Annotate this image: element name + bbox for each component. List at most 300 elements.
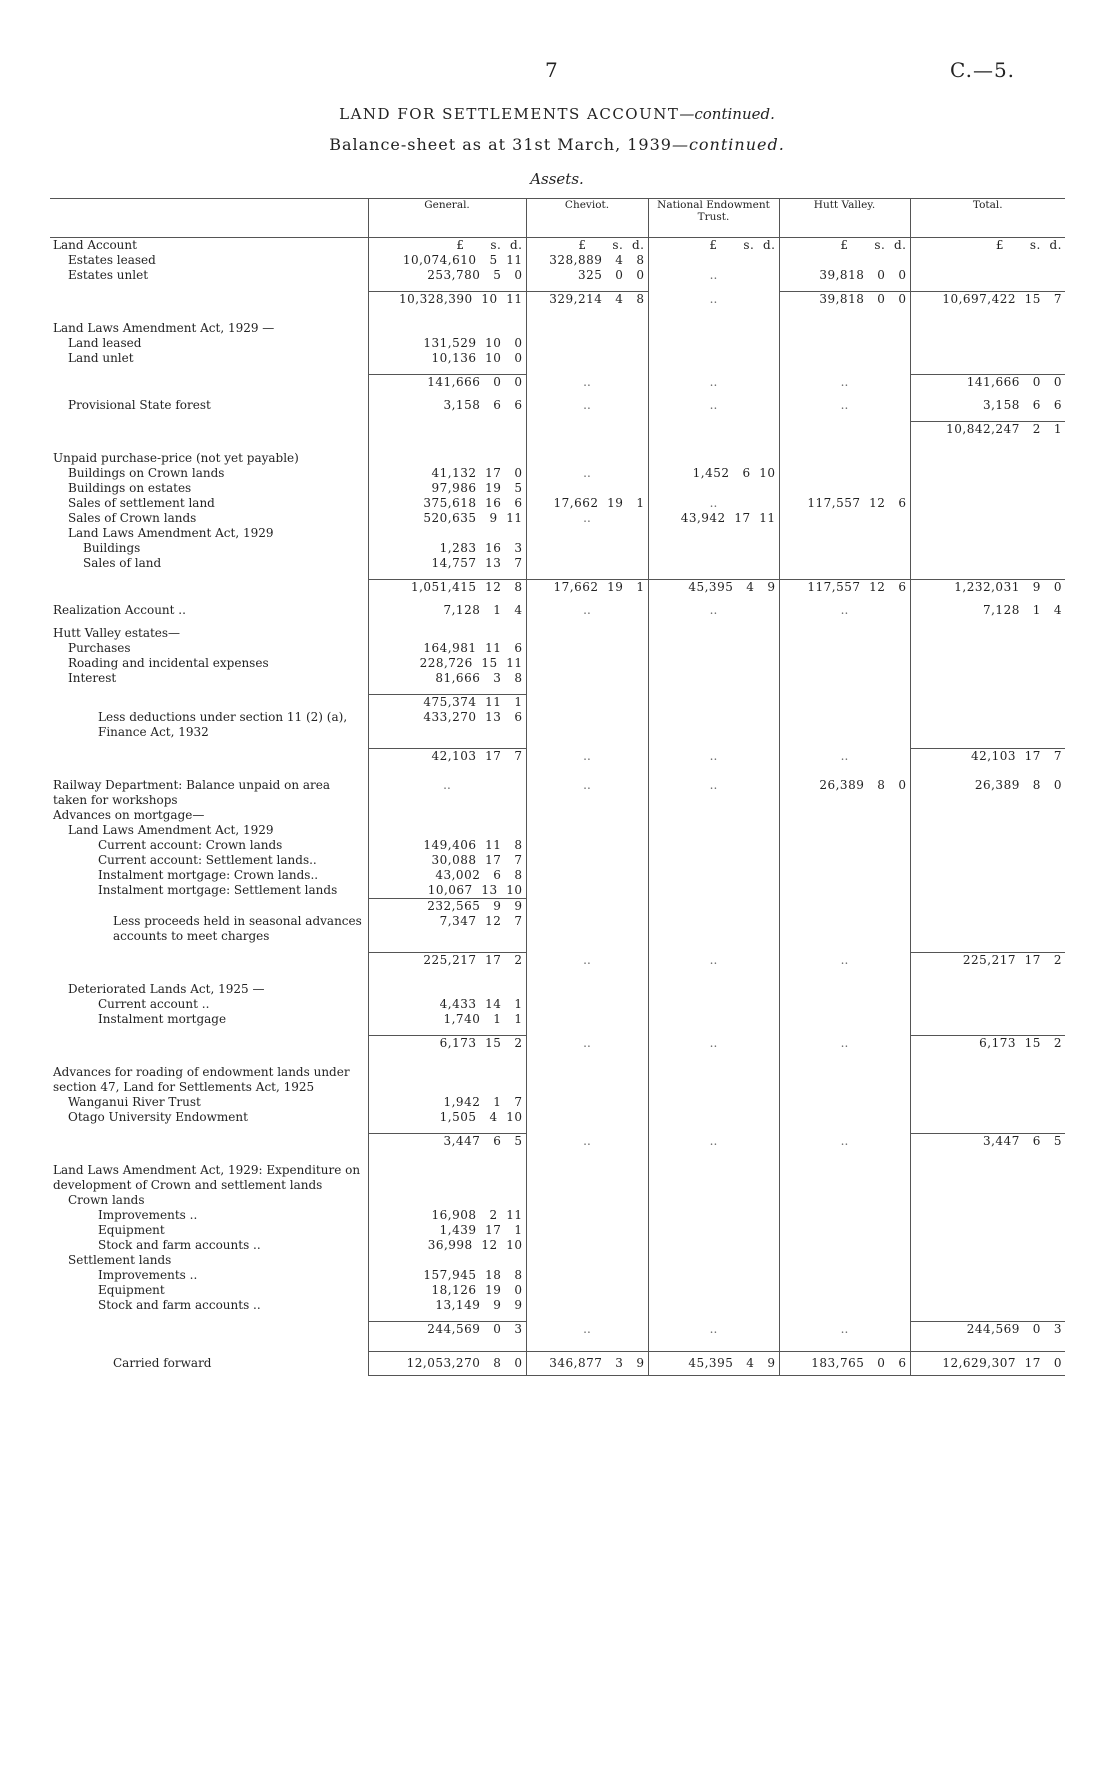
cell-total (910, 823, 1065, 838)
table-row (50, 823, 1065, 838)
spacer-row (50, 595, 1065, 603)
cell-cheviot (526, 868, 648, 883)
cell-total (910, 1268, 1065, 1283)
table-body (50, 238, 1065, 1338)
row-description: Wanganui River Trust (68, 1095, 201, 1109)
cell-cheviot (526, 595, 648, 603)
cell-hutt (779, 466, 910, 481)
row-description (50, 292, 368, 308)
cell-total: 10,842,247 2 1 (910, 422, 1065, 438)
row-description (50, 571, 368, 580)
cell-hutt (779, 626, 910, 641)
cell-national: .. (648, 1036, 779, 1052)
cell-hutt (779, 671, 910, 686)
row-description: Improvements .. (98, 1268, 198, 1282)
subtotal-row (50, 953, 1065, 969)
cell-cheviot (526, 1283, 648, 1298)
cell-total (910, 390, 1065, 398)
cell-total: 26,389 8 0 (910, 778, 1065, 808)
cell-general: 7,347 12 7 (368, 914, 526, 944)
cell-total (910, 883, 1065, 899)
cell-total (910, 710, 1065, 740)
cell-general: 433,270 13 6 (368, 710, 526, 740)
row-description (50, 749, 368, 765)
spacer-row (50, 437, 1065, 451)
cell-general (368, 626, 526, 641)
cell-national (648, 1298, 779, 1313)
cell-general (368, 571, 526, 580)
cell-total (910, 618, 1065, 626)
row-description: Land Account (53, 238, 137, 252)
table-row (50, 1193, 1065, 1208)
cell-total: 6,173 15 2 (910, 1036, 1065, 1052)
row-description (50, 764, 368, 778)
table-row (50, 556, 1065, 571)
cell-hutt (779, 1125, 910, 1134)
cell-cheviot (526, 541, 648, 556)
cell-national: .. (648, 496, 779, 511)
cell-general (368, 1163, 526, 1193)
cell-general: .. (368, 778, 526, 808)
cell-hutt (779, 997, 910, 1012)
cell-hutt (779, 1313, 910, 1322)
cell-general (368, 944, 526, 953)
cell-national (648, 868, 779, 883)
cell-national (648, 1313, 779, 1322)
cell-cheviot (526, 968, 648, 982)
cell-total (910, 351, 1065, 366)
row-description: Advances on mortgage— (53, 808, 205, 822)
cell-total (910, 321, 1065, 336)
cell-national (648, 336, 779, 351)
spacer-row (50, 1027, 1065, 1036)
cell-general: 228,726 15 11 (368, 656, 526, 671)
cell-hutt (779, 968, 910, 982)
cell-cheviot (526, 1163, 648, 1193)
row-description (50, 740, 368, 749)
cell-general: 6,173 15 2 (368, 1036, 526, 1052)
cell-cheviot (526, 1110, 648, 1125)
cell-hutt (779, 808, 910, 823)
cell-hutt: 39,818 0 0 (779, 268, 910, 283)
cell-general: 14,757 13 7 (368, 556, 526, 571)
table-row (50, 603, 1065, 618)
cell-total: 10,697,422 15 7 (910, 292, 1065, 308)
cell-hutt (779, 740, 910, 749)
cell-cheviot: £ s. d. (526, 238, 648, 254)
cell-cheviot (526, 1125, 648, 1134)
cell-national (648, 997, 779, 1012)
cell-hutt (779, 1268, 910, 1283)
table-row (50, 710, 1065, 740)
cell-general (368, 1253, 526, 1268)
cell-national (648, 1163, 779, 1193)
spacer-row (50, 366, 1065, 375)
row-description: Improvements .. (98, 1208, 198, 1222)
cell-national (648, 853, 779, 868)
cell-hutt (779, 437, 910, 451)
table-row (50, 398, 1065, 413)
cell-general (368, 1027, 526, 1036)
cell-hutt (779, 1253, 910, 1268)
row-description: Land Laws Amendment Act, 1929 — (53, 321, 275, 335)
cell-total: 1,232,031 9 0 (910, 580, 1065, 596)
row-description (50, 437, 368, 451)
cell-general: 81,666 3 8 (368, 671, 526, 686)
cell-total (910, 1027, 1065, 1036)
cell-total (910, 451, 1065, 466)
carried-forward-hutt: 183,765 0 6 (779, 1352, 910, 1376)
row-description (50, 413, 368, 422)
row-description (50, 366, 368, 375)
row-description: Land Laws Amendment Act, 1929 (68, 823, 274, 837)
cell-total (910, 914, 1065, 944)
spacer-row (50, 968, 1065, 982)
cell-hutt (779, 571, 910, 580)
cell-cheviot (526, 1223, 648, 1238)
cell-hutt: 117,557 12 6 (779, 496, 910, 511)
cell-total (910, 511, 1065, 526)
table-row (50, 883, 1065, 899)
cell-general: £ s. d. (368, 238, 526, 254)
cell-national (648, 626, 779, 641)
cell-hutt (779, 556, 910, 571)
row-description: Realization Account .. (53, 603, 186, 617)
cell-hutt (779, 899, 910, 915)
cell-total (910, 1313, 1065, 1322)
row-description: Settlement lands (68, 1253, 172, 1267)
cell-hutt (779, 1238, 910, 1253)
cell-national (648, 968, 779, 982)
col-header-total: Total. (910, 199, 1065, 238)
table-row (50, 853, 1065, 868)
table-row (50, 838, 1065, 853)
spacer-row (50, 1125, 1065, 1134)
cell-cheviot (526, 997, 648, 1012)
table-row (50, 778, 1065, 808)
row-description: Buildings on Crown lands (68, 466, 225, 480)
table-row (50, 1223, 1065, 1238)
row-description (50, 1125, 368, 1134)
cell-total (910, 1193, 1065, 1208)
cell-cheviot (526, 626, 648, 641)
row-description (50, 375, 368, 391)
cell-cheviot (526, 914, 648, 944)
row-description (50, 944, 368, 953)
cell-national (648, 695, 779, 711)
account-title-main: LAND FOR SETTLEMENTS ACCOUNT (339, 105, 680, 123)
spacer-row (50, 618, 1065, 626)
cell-hutt (779, 883, 910, 899)
spacer-row (50, 413, 1065, 422)
cell-national (648, 571, 779, 580)
cell-general (368, 1051, 526, 1065)
cell-national (648, 656, 779, 671)
cell-cheviot (526, 823, 648, 838)
cell-general (368, 366, 526, 375)
row-description: Land leased (68, 336, 142, 350)
cell-general: 253,780 5 0 (368, 268, 526, 283)
cell-hutt (779, 307, 910, 321)
cell-national (648, 253, 779, 268)
table-row (50, 1268, 1065, 1283)
table-row (50, 671, 1065, 686)
cell-general: 13,149 9 9 (368, 1298, 526, 1313)
cell-general (368, 413, 526, 422)
cell-national (648, 307, 779, 321)
row-description: Land Laws Amendment Act, 1929: Expenditure on development of Crown and settlement lands (53, 1163, 361, 1192)
row-description: Equipment (98, 1223, 165, 1237)
cell-cheviot (526, 1193, 648, 1208)
cell-cheviot (526, 618, 648, 626)
cell-cheviot (526, 390, 648, 398)
carried-forward-total: 12,629,307 17 0 (910, 1352, 1065, 1376)
cell-total (910, 1238, 1065, 1253)
cell-national: .. (648, 292, 779, 308)
row-description: Railway Department: Balance unpaid on area taken for workshops (53, 778, 331, 807)
cell-cheviot: .. (526, 778, 648, 808)
cell-total (910, 283, 1065, 292)
cell-national (648, 366, 779, 375)
cell-total (910, 253, 1065, 268)
cell-national: .. (648, 268, 779, 283)
cell-cheviot (526, 671, 648, 686)
cell-general: 475,374 11 1 (368, 695, 526, 711)
cell-national (648, 1238, 779, 1253)
cell-general: 232,565 9 9 (368, 899, 526, 915)
cell-national (648, 526, 779, 541)
row-description (50, 1134, 368, 1150)
row-description (50, 618, 368, 626)
cell-total (910, 1208, 1065, 1223)
table-row (50, 641, 1065, 656)
cell-total (910, 968, 1065, 982)
cell-hutt (779, 838, 910, 853)
cell-total (910, 336, 1065, 351)
cell-cheviot (526, 451, 648, 466)
cell-total (910, 1223, 1065, 1238)
cell-total (910, 838, 1065, 853)
cell-general (368, 1149, 526, 1163)
cell-total: 141,666 0 0 (910, 375, 1065, 391)
table-row (50, 1012, 1065, 1027)
cell-national: .. (648, 1134, 779, 1150)
cell-total (910, 307, 1065, 321)
cell-national (648, 944, 779, 953)
cell-national (648, 595, 779, 603)
cell-national (648, 1027, 779, 1036)
cell-national (648, 1051, 779, 1065)
row-description (50, 695, 368, 711)
subtotal-row (50, 375, 1065, 391)
cell-hutt (779, 1208, 910, 1223)
row-description (50, 580, 368, 596)
cell-total (910, 944, 1065, 953)
cell-national (648, 451, 779, 466)
cell-hutt (779, 656, 910, 671)
row-description: Current account: Settlement lands.. (98, 853, 317, 867)
cell-total (910, 1298, 1065, 1313)
cell-national: .. (648, 953, 779, 969)
table-row (50, 1065, 1065, 1095)
table-row (50, 914, 1065, 944)
cell-hutt (779, 511, 910, 526)
cell-hutt (779, 366, 910, 375)
cell-total: 7,128 1 4 (910, 603, 1065, 618)
row-description: Roading and incidental expenses (68, 656, 269, 670)
subtotal-row (50, 899, 1065, 915)
cell-hutt (779, 1110, 910, 1125)
cell-hutt (779, 1012, 910, 1027)
cell-general: 10,067 13 10 (368, 883, 526, 899)
cell-total (910, 268, 1065, 283)
table-row (50, 253, 1065, 268)
spacer-row (50, 283, 1065, 292)
table-row (50, 481, 1065, 496)
table-row (50, 1298, 1065, 1313)
cell-cheviot: 325 0 0 (526, 268, 648, 283)
row-description: Current account .. (98, 997, 210, 1011)
cell-national: .. (648, 749, 779, 765)
cell-cheviot (526, 695, 648, 711)
cell-general (368, 422, 526, 438)
cell-general: 36,998 12 10 (368, 1238, 526, 1253)
cell-national (648, 838, 779, 853)
cell-total (910, 853, 1065, 868)
cell-general: 30,088 17 7 (368, 853, 526, 868)
account-title-continued: —continued. (679, 105, 775, 123)
spacer-row (50, 390, 1065, 398)
subtotal-row (50, 292, 1065, 308)
cell-hutt (779, 526, 910, 541)
row-description: Provisional State forest (68, 398, 211, 412)
cell-cheviot (526, 1238, 648, 1253)
row-description (50, 899, 368, 915)
table-row (50, 868, 1065, 883)
cell-national: .. (648, 603, 779, 618)
cell-total (910, 671, 1065, 686)
cell-general: 10,136 10 0 (368, 351, 526, 366)
table-row (50, 268, 1065, 283)
cell-hutt (779, 618, 910, 626)
cell-general (368, 808, 526, 823)
cell-total (910, 982, 1065, 997)
cell-hutt (779, 413, 910, 422)
cell-general: 164,981 11 6 (368, 641, 526, 656)
cell-general: 1,942 1 7 (368, 1095, 526, 1110)
table-row (50, 541, 1065, 556)
row-description: Sales of land (83, 556, 162, 570)
row-description (50, 1036, 368, 1052)
cell-total (910, 1125, 1065, 1134)
row-description (50, 1051, 368, 1065)
cell-general: 149,406 11 8 (368, 838, 526, 853)
cell-hutt (779, 595, 910, 603)
cell-national (648, 808, 779, 823)
cell-national: 45,395 4 9 (648, 580, 779, 596)
col-header-national-endowment: National Endowment Trust. (648, 199, 779, 238)
cell-cheviot (526, 899, 648, 915)
cell-hutt (779, 1283, 910, 1298)
account-title (0, 105, 1114, 123)
cell-cheviot (526, 526, 648, 541)
spacer-row (50, 1051, 1065, 1065)
row-description: Instalment mortgage: Settlement lands (98, 883, 338, 897)
subtotal-row (50, 1134, 1065, 1150)
cell-total (910, 641, 1065, 656)
cell-national (648, 413, 779, 422)
cell-hutt (779, 710, 910, 740)
row-description: Land Laws Amendment Act, 1929 (68, 526, 274, 540)
row-description: Purchases (68, 641, 131, 655)
cell-general (368, 307, 526, 321)
cell-hutt (779, 451, 910, 466)
cell-hutt (779, 695, 910, 711)
row-description: Estates unlet (68, 268, 149, 282)
cell-hutt (779, 914, 910, 944)
cell-national (648, 1253, 779, 1268)
row-description: Buildings on estates (68, 481, 192, 495)
cell-general: 97,986 19 5 (368, 481, 526, 496)
cell-total (910, 686, 1065, 695)
table-row (50, 1163, 1065, 1193)
cell-general: 520,635 9 11 (368, 511, 526, 526)
cell-cheviot (526, 764, 648, 778)
carried-forward-national: 45,395 4 9 (648, 1352, 779, 1376)
cell-national (648, 1283, 779, 1298)
cell-total (910, 695, 1065, 711)
row-description (50, 968, 368, 982)
cell-national (648, 1193, 779, 1208)
cell-general: 244,569 0 3 (368, 1322, 526, 1338)
cell-general: 1,505 4 10 (368, 1110, 526, 1125)
cell-cheviot (526, 740, 648, 749)
cell-cheviot (526, 571, 648, 580)
cell-total (910, 1095, 1065, 1110)
cell-national (648, 422, 779, 438)
row-description: Equipment (98, 1283, 165, 1297)
row-description: Land unlet (68, 351, 134, 365)
cell-hutt (779, 422, 910, 438)
cell-total (910, 526, 1065, 541)
balance-sheet-subtitle (0, 135, 1114, 154)
cell-total: £ s. d. (910, 238, 1065, 254)
cell-total (910, 1283, 1065, 1298)
carried-forward-cheviot: 346,877 3 9 (526, 1352, 648, 1376)
subtotal-row (50, 1322, 1065, 1338)
cell-general: 10,074,610 5 11 (368, 253, 526, 268)
cell-total (910, 481, 1065, 496)
cell-general: 3,158 6 6 (368, 398, 526, 413)
cell-cheviot (526, 1268, 648, 1283)
cell-cheviot (526, 1012, 648, 1027)
row-description: Otago University Endowment (68, 1110, 248, 1124)
cell-hutt: .. (779, 953, 910, 969)
spacer-row (50, 686, 1065, 695)
cell-general: 1,283 16 3 (368, 541, 526, 556)
cell-total: 225,217 17 2 (910, 953, 1065, 969)
cell-hutt (779, 283, 910, 292)
cell-total (910, 656, 1065, 671)
cell-general (368, 740, 526, 749)
row-description: Sales of settlement land (68, 496, 215, 510)
cell-general (368, 390, 526, 398)
cell-national (648, 283, 779, 292)
cell-general: 1,439 17 1 (368, 1223, 526, 1238)
subtotal-row (50, 695, 1065, 711)
cell-total (910, 541, 1065, 556)
cell-general: 141,666 0 0 (368, 375, 526, 391)
